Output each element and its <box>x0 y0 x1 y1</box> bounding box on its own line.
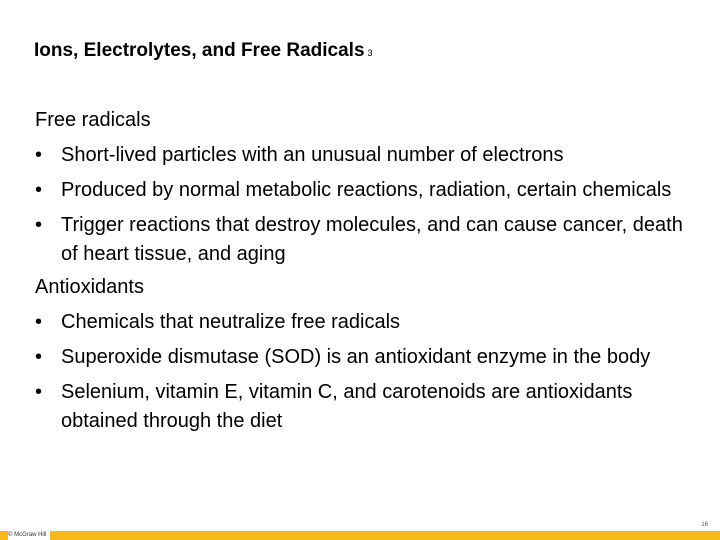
bullet-dot-icon: • <box>35 346 43 368</box>
bullet-text: Superoxide dismutase (SOD) is an antioxidant enzyme in the body <box>61 346 651 368</box>
bullet-item <box>35 176 695 205</box>
footer-accent-bar <box>0 531 720 540</box>
bullet-text: Trigger reactions that destroy molecules, and can cause cancer, death of heart tissue, and aging <box>61 214 683 265</box>
bullet-item <box>35 141 695 170</box>
slide-title <box>34 40 373 62</box>
bullet-item <box>35 378 695 436</box>
bullet-text: Chemicals that neutralize free radicals <box>61 311 401 333</box>
bullet-item <box>35 211 695 269</box>
bullet-dot-icon: • <box>35 381 43 403</box>
section-heading-free-radicals: Free radicals <box>35 109 151 131</box>
bullet-text: Short-lived particles with an unusual number of electrons <box>61 144 564 166</box>
page-number: 16 <box>701 522 708 528</box>
bullet-item <box>35 343 695 372</box>
bullet-item <box>35 308 695 337</box>
slide-title-text: Ions, Electrolytes, and Free Radicals <box>34 40 365 61</box>
copyright-notice: © McGraw Hill <box>8 531 50 540</box>
bullet-dot-icon: • <box>35 311 43 333</box>
slide-body <box>35 106 695 436</box>
bullet-dot-icon: • <box>35 144 43 166</box>
slide-title-part-number: 3 <box>367 48 373 58</box>
bullet-text: Selenium, vitamin E, vitamin C, and carotenoids are antioxidants obtained through the diet <box>61 381 633 432</box>
bullet-dot-icon: • <box>35 179 43 201</box>
bullet-dot-icon: • <box>35 214 43 236</box>
section-heading-antioxidants: Antioxidants <box>35 276 144 298</box>
bullet-text: Produced by normal metabolic reactions, radiation, certain chemicals <box>61 179 672 201</box>
